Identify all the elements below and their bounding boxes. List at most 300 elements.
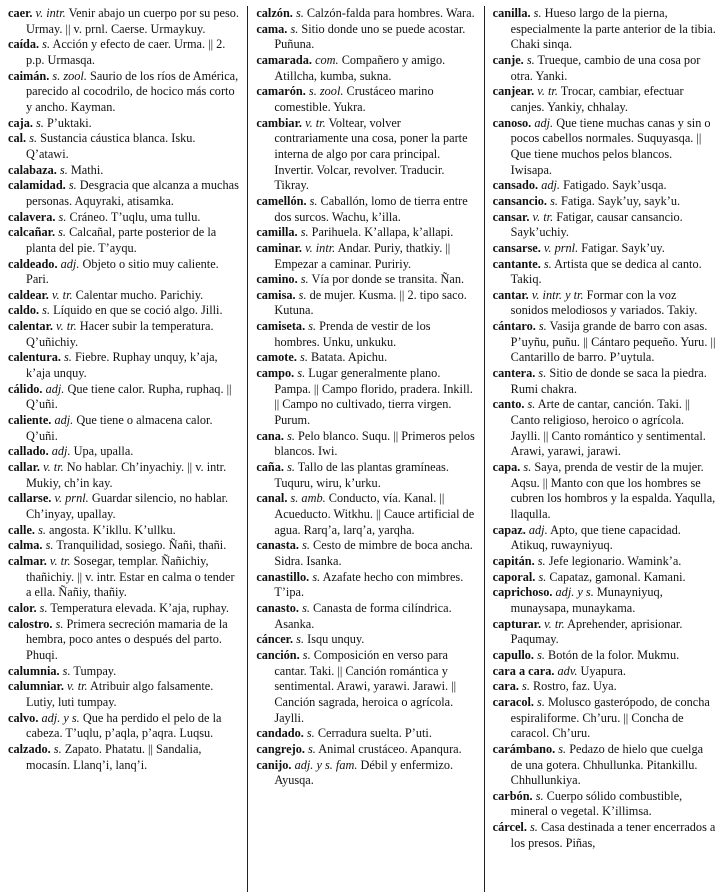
entry-grammar-tag: s. bbox=[538, 366, 547, 381]
entry-definition: Voltear, volver contrariamente una cosa, poner la parte interna de algo por cara principal. Invertir. Volcar, revolver. Traducir. Tikray. bbox=[274, 115, 468, 193]
entry-headword: callado. bbox=[8, 444, 49, 459]
entry-definition: Batata. Apichu. bbox=[310, 350, 388, 365]
column-2 bbox=[248, 6, 483, 896]
dictionary-entry bbox=[256, 632, 475, 648]
entry-definition: Tallo de las plantas gramíneas. Tuquru, wiru, k’urku. bbox=[274, 460, 449, 490]
entry-definition: Vía por donde se transita. Ñan. bbox=[311, 272, 465, 287]
entry-grammar-tag: s. bbox=[550, 193, 558, 208]
entry-definition: Objeto o sitio muy caliente. Pari. bbox=[26, 256, 219, 287]
entry-headword: calmar. bbox=[8, 553, 47, 568]
dictionary-entry bbox=[8, 6, 239, 37]
entry-definition: Parihuela. K’allapa, k’allapi. bbox=[311, 225, 454, 240]
entry-definition: Hacer subir la temperatura. Q’uñichiy. bbox=[26, 319, 214, 349]
entry-definition: Sitio de donde se saca la piedra. Rumi chakra. bbox=[510, 366, 707, 396]
dictionary-entry bbox=[256, 429, 475, 460]
entry-definition: Lugar generalmente plano. Pampa. || Campo florido, pradera. Inkill. || Campo no cultivado, tierra virgen. Purum. bbox=[274, 366, 473, 428]
entry-grammar-tag: s. bbox=[537, 694, 545, 709]
entry-definition: Pedazo de hielo que cuelga de una gotera. Chhullunka. Pitankillu. Chhullunkiya. bbox=[510, 741, 704, 788]
entry-grammar-tag: s. bbox=[302, 647, 311, 662]
dictionary-entry bbox=[493, 397, 716, 460]
entry-headword: calvo. bbox=[8, 710, 39, 725]
entry-grammar-tag: com. bbox=[315, 52, 339, 67]
entry-grammar-tag: s. bbox=[300, 350, 308, 365]
dictionary-entry bbox=[256, 84, 475, 115]
dictionary-entry bbox=[256, 758, 475, 789]
entry-definition: Que ha perdido el pelo de la cabeza. T’uqlu, p’aqla, p’aqra. Luqsu. bbox=[26, 710, 222, 741]
entry-headword: caña. bbox=[256, 460, 284, 475]
entry-definition: Pelo blanco. Suqu. || Primeros pelos blancos. Iwi. bbox=[274, 428, 475, 459]
entry-headword: capaz. bbox=[492, 522, 526, 537]
entry-headword: camiseta. bbox=[256, 319, 306, 334]
dictionary-entry bbox=[256, 366, 475, 429]
entry-definition: Fatigar, causar cansancio. Sayk’uchiy. bbox=[510, 209, 683, 240]
dictionary-entry bbox=[256, 22, 475, 53]
dictionary-entry bbox=[256, 319, 475, 350]
dictionary-entry bbox=[8, 444, 239, 460]
entry-headword: camellón. bbox=[256, 193, 307, 208]
entry-definition: Sitio donde uno se puede acostar. Puñuna. bbox=[274, 21, 466, 52]
entry-headword: calabaza. bbox=[8, 162, 57, 177]
entry-grammar-tag: v. intr. bbox=[305, 240, 336, 255]
entry-headword: canasto. bbox=[256, 600, 300, 615]
entry-headword: callar. bbox=[8, 460, 40, 475]
entry-headword: canoso. bbox=[492, 115, 532, 130]
entry-definition: Calentar mucho. Parichiy. bbox=[75, 287, 204, 302]
dictionary-entry bbox=[8, 350, 239, 381]
entry-headword: calumnia. bbox=[8, 663, 60, 678]
entry-definition: Calcañal, parte posterior de la planta del pie. T’ayqu. bbox=[26, 225, 217, 255]
dictionary-entry bbox=[256, 538, 475, 569]
dictionary-entry bbox=[8, 225, 239, 256]
dictionary-entry bbox=[8, 178, 239, 209]
entry-headword: caer. bbox=[8, 6, 33, 20]
dictionary-entry bbox=[256, 601, 475, 632]
entry-headword: caminar. bbox=[256, 240, 302, 255]
dictionary-entry bbox=[8, 742, 239, 773]
dictionary-entry bbox=[493, 460, 716, 523]
entry-grammar-tag: s. bbox=[309, 193, 318, 208]
entry-grammar-tag: s. bbox=[298, 287, 307, 302]
entry-definition: Canasta de forma cilíndrica. Asanka. bbox=[274, 600, 452, 631]
dictionary-entry bbox=[8, 303, 239, 319]
entry-definition: Molusco gasterópodo, de concha espiraliforme. Ch’uru. || Concha de caracol. Ch’uru. bbox=[510, 694, 710, 741]
entry-grammar-tag: v. tr. bbox=[49, 553, 71, 568]
dictionary-entry bbox=[8, 37, 239, 68]
entry-definition: Mathi. bbox=[70, 162, 104, 177]
entry-grammar-tag: s. bbox=[558, 741, 567, 756]
dictionary-entry bbox=[493, 210, 716, 241]
entry-grammar-tag: v. tr. bbox=[43, 460, 64, 475]
entry-grammar-tag: s. bbox=[42, 303, 51, 318]
entry-headword: cal. bbox=[8, 131, 27, 146]
entry-definition: Que tiene calor. Rupha, ruphaq. || Q’uñi. bbox=[26, 381, 232, 412]
dictionary-entry bbox=[493, 679, 716, 695]
entry-headword: cansado. bbox=[492, 178, 539, 193]
dictionary-entry bbox=[8, 679, 239, 710]
entry-headword: caldo. bbox=[8, 303, 40, 318]
entry-definition: Guardar silencio, no hablar. Ch’inyay, upallay. bbox=[26, 491, 229, 521]
entry-grammar-tag: v. tr. bbox=[56, 319, 77, 334]
dictionary-entry bbox=[493, 570, 716, 586]
dictionary-entry bbox=[8, 554, 239, 601]
dictionary-entry bbox=[256, 350, 475, 366]
dictionary-entry bbox=[493, 523, 716, 554]
entry-definition: Cesto de mimbre de boca ancha. Sidra. Isanka. bbox=[274, 538, 473, 568]
dictionary-entry bbox=[256, 225, 475, 241]
dictionary-entry bbox=[493, 366, 716, 397]
dictionary-entry bbox=[8, 664, 239, 680]
entry-headword: calentar. bbox=[8, 319, 53, 334]
dictionary-entry bbox=[493, 695, 716, 742]
entry-grammar-tag: v. tr. bbox=[51, 287, 73, 302]
entry-grammar-tag: s. bbox=[29, 131, 38, 146]
entry-definition: Que tiene o almacena calor. Q’uñi. bbox=[26, 413, 213, 443]
entry-grammar-tag: s. bbox=[306, 726, 315, 741]
entry-definition: Trocar, cambiar, efectuar canjes. Yankiy, chhalay. bbox=[510, 84, 684, 114]
entry-definition: Primera secreción mamaria de la hembra, poco antes o después del parto. Phuqi. bbox=[26, 616, 228, 662]
entry-grammar-tag: v. tr. bbox=[305, 115, 326, 130]
dictionary-entry bbox=[493, 194, 716, 210]
entry-definition: Artista que se dedica al canto. Takiq. bbox=[510, 256, 702, 287]
entry-definition: Uyapura. bbox=[580, 663, 626, 678]
entry-headword: camino. bbox=[256, 272, 298, 287]
entry-definition: Formar con la voz sonidos melodiosos y variados. Takiy. bbox=[510, 287, 698, 318]
dictionary-entry bbox=[8, 413, 239, 444]
entry-grammar-tag: v. tr. bbox=[537, 84, 558, 99]
entry-grammar-tag: s. bbox=[300, 272, 309, 287]
column-1 bbox=[8, 6, 247, 896]
entry-headword: canjear. bbox=[492, 84, 535, 99]
entry-headword: calumniar. bbox=[8, 679, 64, 694]
dictionary-entry bbox=[256, 570, 475, 601]
dictionary-entry bbox=[493, 820, 716, 851]
entry-definition: Saya, prenda de vestir de la mujer. Aqsu. || Manto con que los hombres se cubren los hombros y la espalda. Yaqulla, llaqulla. bbox=[510, 460, 716, 521]
entry-headword: caída. bbox=[8, 37, 40, 52]
entry-grammar-tag: s. bbox=[45, 538, 54, 553]
entry-headword: cama. bbox=[256, 21, 288, 36]
entry-grammar-tag: v. prnl. bbox=[543, 240, 579, 255]
entry-definition: Prenda de vestir de los hombres. Unku, unkuku. bbox=[274, 319, 431, 349]
entry-headword: candado. bbox=[256, 726, 304, 741]
entry-definition: Casa destinada a tener encerrados a los presos. Piñas, bbox=[510, 820, 716, 850]
entry-definition: Aprehender, aprisionar. Paqumay. bbox=[510, 616, 683, 647]
entry-definition: Calzón-falda para hombres. Wara. bbox=[306, 6, 475, 20]
entry-definition: Isqu unquy. bbox=[307, 632, 365, 647]
entry-grammar-tag: s. bbox=[36, 115, 44, 130]
entry-definition: P’uktaki. bbox=[46, 115, 92, 130]
dictionary-entry bbox=[493, 53, 716, 84]
entry-grammar-tag: s. bbox=[523, 460, 532, 475]
entry-headword: capturar. bbox=[492, 616, 542, 631]
entry-headword: caldear. bbox=[8, 287, 49, 302]
column-3 bbox=[485, 6, 716, 896]
entry-headword: cansarse. bbox=[492, 240, 541, 255]
dictionary-entry bbox=[493, 241, 716, 257]
entry-grammar-tag: v. intr. y tr. bbox=[531, 287, 584, 302]
dictionary-entry bbox=[8, 163, 239, 179]
entry-headword: caldeado. bbox=[8, 256, 58, 271]
entry-grammar-tag: s. bbox=[312, 569, 321, 584]
entry-headword: cárcel. bbox=[492, 820, 527, 835]
dictionary-entry bbox=[493, 116, 716, 179]
entry-grammar-tag: s. zool. bbox=[52, 68, 87, 83]
entry-definition: Fiebre. Ruphay unquy, k’aja, k’aja unquy. bbox=[26, 350, 218, 381]
entry-grammar-tag: s. bbox=[58, 225, 66, 240]
entry-grammar-tag: s. bbox=[537, 647, 545, 662]
entry-headword: canasta. bbox=[256, 538, 300, 553]
entry-definition: Rostro, faz. Uya. bbox=[532, 679, 617, 694]
entry-grammar-tag: s. bbox=[38, 522, 46, 537]
entry-definition: Fatigado. Sayk’usqa. bbox=[563, 178, 667, 193]
entry-definition: de mujer. Kusma. || 2. tipo saco. Kutuna. bbox=[274, 287, 467, 318]
entry-definition: Arte de cantar, canción. Taki. || Canto religioso, heroico o agrícola. Jaylli. || Canto romántico y sentimental. Arawi, yarawi, jarawi. bbox=[510, 397, 706, 459]
entry-grammar-tag: adj. bbox=[528, 522, 548, 537]
entry-grammar-tag: s. bbox=[39, 600, 48, 615]
entry-headword: cantante. bbox=[492, 256, 541, 271]
entry-headword: caja. bbox=[8, 115, 33, 130]
entry-definition: Azafate hecho con mimbres. T’ipa. bbox=[274, 569, 464, 600]
entry-grammar-tag: adj. bbox=[60, 256, 80, 271]
entry-headword: carámbano. bbox=[492, 741, 556, 756]
entry-headword: canal. bbox=[256, 491, 288, 506]
entry-grammar-tag: s. bbox=[300, 225, 309, 240]
dictionary-entry bbox=[256, 288, 475, 319]
entry-definition: Andar. Puriy, thatkiy. || Empezar a caminar. Puririy. bbox=[274, 240, 451, 271]
dictionary-entry bbox=[493, 178, 716, 194]
entry-grammar-tag: v. tr. bbox=[544, 616, 565, 631]
entry-definition: Temperatura elevada. K’aja, ruphay. bbox=[50, 600, 229, 615]
entry-headword: cansar. bbox=[492, 209, 530, 224]
dictionary-entry bbox=[256, 726, 475, 742]
dictionary-entry bbox=[8, 116, 239, 132]
entry-headword: cansancio. bbox=[492, 193, 547, 208]
entry-grammar-tag: s. bbox=[543, 256, 552, 271]
entry-headword: caprichoso. bbox=[492, 585, 553, 600]
entry-headword: caliente. bbox=[8, 413, 52, 428]
entry-headword: cantera. bbox=[492, 366, 536, 381]
entry-definition: Cerradura suelta. P’uti. bbox=[317, 726, 432, 741]
entry-grammar-tag: adj. bbox=[51, 444, 71, 459]
entry-grammar-tag: s. bbox=[287, 428, 295, 443]
dictionary-entry bbox=[256, 460, 475, 491]
dictionary-entry bbox=[493, 664, 716, 680]
entry-headword: camarón. bbox=[256, 84, 306, 99]
entry-definition: Atribuir algo falsamente. Lutiy, luti tumpay. bbox=[26, 679, 214, 709]
entry-grammar-tag: s. bbox=[302, 600, 310, 615]
entry-headword: capa. bbox=[492, 460, 521, 475]
entry-grammar-tag: adj. bbox=[54, 413, 74, 428]
dictionary-entry bbox=[493, 585, 716, 616]
dictionary-entry bbox=[493, 617, 716, 648]
entry-definition: Compañero y amigo. Atillcha, kumba, sukna. bbox=[274, 52, 446, 83]
dictionary-entry bbox=[256, 648, 475, 726]
entry-headword: canto. bbox=[492, 397, 525, 412]
entry-definition: Líquido en que se coció algo. Jilli. bbox=[53, 303, 223, 318]
entry-grammar-tag: s. bbox=[68, 178, 77, 193]
dictionary-entry bbox=[8, 210, 239, 226]
entry-definition: Cuerpo sólido combustible, mineral o vegetal. K’illimsa. bbox=[510, 788, 683, 819]
entry-headword: cangrejo. bbox=[256, 741, 305, 756]
entry-definition: Tranquilidad, sosiego. Ñañi, thañi. bbox=[56, 538, 227, 553]
entry-headword: carbón. bbox=[492, 788, 533, 803]
entry-headword: caracol. bbox=[492, 694, 534, 709]
entry-headword: calentura. bbox=[8, 350, 61, 365]
entry-grammar-tag: s. bbox=[538, 319, 547, 334]
entry-headword: camilla. bbox=[256, 225, 298, 240]
dictionary-entry bbox=[8, 617, 239, 664]
dictionary-entry bbox=[256, 116, 475, 194]
entry-grammar-tag: s. bbox=[533, 6, 542, 20]
entry-definition: Sustancia cáustica blanca. Isku. Q’atawi. bbox=[26, 131, 196, 161]
entry-headword: cara. bbox=[492, 679, 519, 694]
dictionary-entry bbox=[8, 491, 239, 522]
entry-grammar-tag: s. bbox=[527, 397, 536, 412]
entry-grammar-tag: s. bbox=[302, 538, 310, 553]
entry-headword: calzado. bbox=[8, 741, 51, 756]
dictionary-entry bbox=[256, 272, 475, 288]
entry-headword: canción. bbox=[256, 647, 300, 662]
entry-headword: caimán. bbox=[8, 68, 50, 83]
entry-headword: camarada. bbox=[256, 52, 312, 67]
entry-definition: Capataz, gamonal. Kamani. bbox=[549, 569, 686, 584]
entry-headword: capullo. bbox=[492, 647, 534, 662]
dictionary-entry bbox=[256, 194, 475, 225]
entry-grammar-tag: s. bbox=[53, 741, 62, 756]
entry-definition: Munayniyuq, munaysapa, munaykama. bbox=[510, 585, 663, 615]
dictionary-entry bbox=[8, 460, 239, 491]
dictionary-entry bbox=[493, 319, 716, 366]
entry-definition: Saurio de los ríos de América, parecido al cocodrilo, de hocico más corto y ancho. Kayman. bbox=[26, 68, 239, 114]
entry-definition: Caballón, lomo de tierra entre dos surcos. Wachu, k’illa. bbox=[274, 193, 468, 224]
dictionary-entry bbox=[8, 319, 239, 350]
entry-headword: calostro. bbox=[8, 616, 53, 631]
entry-definition: Tumpay. bbox=[73, 663, 117, 678]
entry-definition: Trueque, cambio de una cosa por otra. Yanki. bbox=[510, 52, 701, 83]
entry-grammar-tag: adj. bbox=[45, 381, 65, 396]
entry-grammar-tag: s. bbox=[58, 209, 67, 224]
dictionary-entry bbox=[8, 382, 239, 413]
entry-grammar-tag: s. bbox=[535, 788, 544, 803]
entry-definition: Hueso largo de la pierna, especialmente la parte anterior de la tibia. Chaki sinqa. bbox=[510, 6, 716, 52]
entry-headword: caporal. bbox=[492, 569, 536, 584]
entry-definition: No hablar. Ch’inyachiy. || v. intr. Mukiy, ch’in kay. bbox=[26, 460, 227, 490]
entry-grammar-tag: v. prnl. bbox=[54, 491, 89, 506]
entry-headword: calamidad. bbox=[8, 178, 66, 193]
entry-definition: Venir abajo un cuerpo por su peso. Urmay. || v. prnl. Caerse. Urmaykuy. bbox=[26, 6, 239, 36]
entry-grammar-tag: s. bbox=[308, 741, 316, 756]
entry-headword: cantar. bbox=[492, 287, 529, 302]
entry-headword: canijo. bbox=[256, 757, 292, 772]
entry-definition: Fatiga. Sayk’uy, sayk’u. bbox=[561, 193, 681, 208]
entry-grammar-tag: s. bbox=[287, 460, 295, 475]
entry-grammar-tag: v. tr. bbox=[67, 679, 88, 694]
entry-grammar-tag: s. bbox=[308, 319, 317, 334]
dictionary-entry bbox=[256, 6, 475, 22]
entry-definition: Acción y efecto de caer. Urma. || 2. p.p. Urmasqa. bbox=[26, 37, 226, 67]
dictionary-entry bbox=[8, 288, 239, 304]
entry-definition: Zapato. Phatatu. || Sandalia, mocasín. Llanq’i, lanq’i. bbox=[26, 741, 202, 772]
entry-headword: canilla. bbox=[492, 6, 531, 20]
entry-headword: calavera. bbox=[8, 209, 56, 224]
entry-grammar-tag: s. bbox=[290, 21, 299, 36]
entry-grammar-tag: s. bbox=[64, 350, 72, 365]
dictionary-entry bbox=[256, 742, 475, 758]
entry-grammar-tag: s. bbox=[55, 616, 64, 631]
entry-headword: cántaro. bbox=[492, 319, 536, 334]
entry-headword: cara a cara. bbox=[492, 663, 555, 678]
entry-headword: cambiar. bbox=[256, 115, 302, 130]
entry-grammar-tag: v. tr. bbox=[532, 209, 554, 224]
dictionary-entry bbox=[493, 257, 716, 288]
dictionary-entry bbox=[8, 711, 239, 742]
dictionary-entry bbox=[493, 6, 716, 53]
entry-headword: cana. bbox=[256, 428, 284, 443]
dictionary-entry bbox=[493, 648, 716, 664]
entry-headword: calma. bbox=[8, 538, 43, 553]
dictionary-entry bbox=[8, 69, 239, 116]
dictionary-entry bbox=[493, 742, 716, 789]
entry-definition: Composición en verso para cantar. Taki. || Canción romántica y sentimental. Arawi, yarawi. Jarawi. || Canción sagrada, heroica o agrícola. Jaylli. bbox=[274, 647, 457, 725]
dictionary-entry bbox=[8, 523, 239, 539]
entry-definition: Débil y enfermizo. Ayusqa. bbox=[274, 757, 454, 788]
entry-definition: Upa, upalla. bbox=[73, 444, 134, 459]
entry-definition: Conducto, vía. Kanal. || Acueducto. Witkhu. || Cauce artificial de agua. Rarq’a, larq’a, yarqha. bbox=[274, 491, 475, 537]
entry-grammar-tag: adj. bbox=[541, 178, 560, 193]
dictionary-entry bbox=[493, 789, 716, 820]
entry-grammar-tag: adj. y s. fam. bbox=[294, 757, 358, 772]
entry-grammar-tag: v. intr. bbox=[35, 6, 66, 20]
entry-headword: canje. bbox=[492, 52, 524, 67]
entry-definition: Jefe legionario. Wamink’a. bbox=[548, 553, 682, 568]
entry-definition: Crustáceo marino comestible. Yukra. bbox=[274, 84, 434, 114]
entry-headword: calzón. bbox=[256, 6, 293, 20]
entry-definition: Botón de la folor. Mukmu. bbox=[548, 647, 680, 662]
entry-headword: callarse. bbox=[8, 491, 52, 506]
entry-grammar-tag: s. bbox=[529, 820, 538, 835]
entry-headword: cáncer. bbox=[256, 632, 294, 647]
entry-grammar-tag: s. amb. bbox=[290, 491, 326, 506]
entry-definition: Fatigar. Sayk’uy. bbox=[581, 240, 665, 255]
entry-headword: cálido. bbox=[8, 381, 43, 396]
entry-definition: Sosegar, templar. Ñañichiy, thañichiy. || v. intr. Estar en calma o tender a ella. Ñañiy, thañiy. bbox=[26, 553, 235, 600]
entry-headword: camisa. bbox=[256, 287, 296, 302]
entry-headword: canastillo. bbox=[256, 569, 310, 584]
entry-headword: calcañar. bbox=[8, 225, 56, 240]
entry-grammar-tag: s. bbox=[59, 162, 68, 177]
entry-grammar-tag: adj. y s. bbox=[555, 585, 594, 600]
entry-grammar-tag: s. bbox=[295, 6, 304, 20]
dictionary-entry bbox=[493, 554, 716, 570]
entry-definition: Animal crustáceo. Apanqura. bbox=[318, 741, 462, 756]
dictionary-entry bbox=[8, 257, 239, 288]
dictionary-entry bbox=[8, 131, 239, 162]
entry-headword: capitán. bbox=[492, 553, 535, 568]
entry-grammar-tag: s. zool. bbox=[308, 84, 344, 99]
dictionary-entry bbox=[256, 491, 475, 538]
entry-definition: Apto, que tiene capacidad. Atikuq, ruwayniyuq. bbox=[510, 522, 681, 553]
entry-grammar-tag: s. bbox=[538, 569, 547, 584]
dictionary-entry bbox=[493, 288, 716, 319]
dictionary-entry bbox=[8, 601, 239, 617]
dictionary-entry bbox=[8, 538, 239, 554]
entry-headword: calor. bbox=[8, 600, 37, 615]
entry-definition: Desgracia que alcanza a muchas personas. Aquyraki, atisamka. bbox=[26, 178, 239, 208]
entry-grammar-tag: s. bbox=[62, 663, 71, 678]
dictionary-entry bbox=[493, 84, 716, 115]
dictionary-entry bbox=[256, 241, 475, 272]
entry-headword: camote. bbox=[256, 350, 297, 365]
entry-grammar-tag: adj. y s. bbox=[41, 710, 80, 725]
